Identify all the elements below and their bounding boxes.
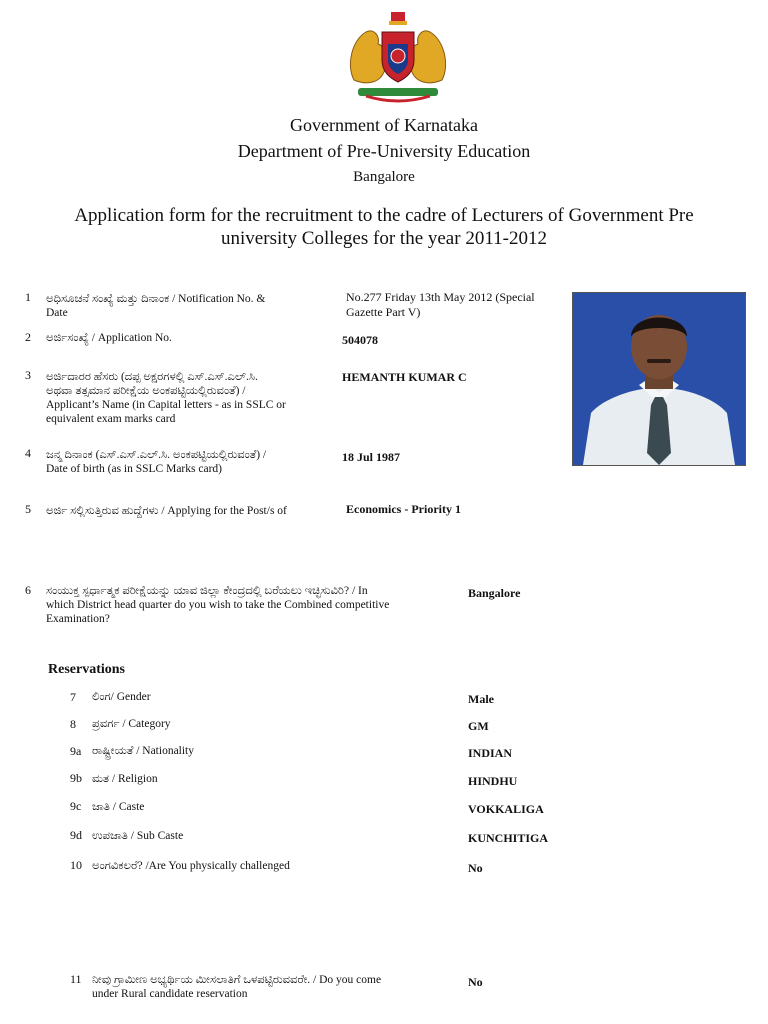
reservations-heading: Reservations [48, 662, 125, 677]
rural-label: ನೀವು ಗ್ರಾಮೀಣ ಅಭ್ಯರ್ಥಿಯ ಮೀಸಲಾತಿಗೆ ಒಳಪಟ್ಟಿರುವವರೇ. / Do you come under Rural candidate reservation [92, 974, 382, 1000]
applicant-photo [572, 292, 746, 466]
application-no-label: ಅರ್ಜಿಸಂಖ್ಯೆ / Application No. [46, 332, 172, 344]
dept-title: Department of Pre-University Education [237, 141, 531, 161]
city-title: Bangalore [353, 169, 415, 185]
dob-value: 18 Jul 1987 [342, 450, 401, 464]
application-no-value: 504078 [342, 333, 378, 347]
applicant-name-value: HEMANTH KUMAR C [342, 370, 467, 384]
post-value: Economics - Priority 1 [346, 502, 461, 516]
field-number: 4 [25, 446, 31, 460]
sub-caste-label: ಉಪಜಾತಿ / Sub Caste [92, 830, 184, 842]
field-number: 6 [25, 583, 31, 597]
religion-value: HINDHU [468, 774, 518, 788]
field-number: 8 [70, 717, 76, 731]
district-value: Bangalore [468, 586, 521, 600]
field-number: 10 [70, 858, 82, 872]
field-number: 2 [25, 330, 31, 344]
field-number: 9a [70, 744, 82, 758]
gender-value: Male [468, 692, 494, 706]
post-label: ಅರ್ಜಿ ಸಲ್ಲಿಸುತ್ತಿರುವ ಹುದ್ದೆಗಳು / Applying for the Post/s of [46, 505, 287, 517]
gender-label: ಲಿಂಗ/ Gender [92, 691, 151, 703]
category-value: GM [468, 719, 489, 733]
gov-title: Government of Karnataka [290, 115, 478, 135]
caste-value: VOKKALIGA [468, 802, 544, 816]
rural-value: No [468, 975, 483, 989]
physically-challenged-label: ಅಂಗವಿಕಲರೆ? /Are You physically challenged [92, 860, 290, 872]
notification-value: No.277 Friday 13th May 2012 (Special Gazette Part V) [346, 290, 535, 319]
field-number: 9d [70, 828, 82, 842]
category-label: ಪ್ರವರ್ಗ / Category [92, 718, 171, 730]
notification-label: ಅಧಿಸೂಚನೆ ಸಂಖ್ಯೆ ಮತ್ತು ದಿನಾಂಕ / Notification No. & Date [46, 293, 266, 319]
karnataka-emblem-icon [344, 10, 452, 104]
field-number: 3 [25, 368, 31, 382]
field-number: 7 [70, 690, 76, 704]
nationality-label: ರಾಷ್ಟ್ರೀಯತೆ / Nationality [92, 745, 195, 757]
field-number: 11 [70, 972, 82, 986]
sub-caste-value: KUNCHITIGA [468, 831, 549, 845]
dob-label: ಜನ್ಮ ದಿನಾಂಕ (ಎಸ್.ಎಸ್.ಎಲ್.ಸಿ. ಅಂಕಪಟ್ಟಿಯಲ್ಲಿರುವಂತೆ) / Date of birth (as in SSLC Marks card) [46, 449, 267, 475]
nationality-value: INDIAN [468, 746, 513, 760]
district-label: ಸಂಯುಕ್ತ ಸ್ಪರ್ಧಾತ್ಮಕ ಪರೀಕ್ಷೆಯನ್ನು ಯಾವ ಜಿಲ್ಲಾ ಕೇಂದ್ರದಲ್ಲಿ ಬರೆಯಲು ಇಚ್ಛಿಸುವಿರಿ? / In which District head quarter do you wish to take the Combined competitive Examination? [46, 585, 390, 625]
field-number: 9c [70, 799, 82, 813]
field-number: 9b [70, 771, 82, 785]
field-number: 5 [25, 502, 31, 516]
caste-label: ಜಾತಿ / Caste [92, 801, 145, 813]
religion-label: ಮತ / Religion [92, 773, 158, 785]
form-title: Application form for the recruitment to the cadre of Lecturers of Government Pre university Colleges for the year 2011-2012 [74, 205, 694, 249]
applicant-name-label: ಅರ್ಜಿದಾರರ ಹೆಸರು (ದಪ್ಪ ಅಕ್ಷರಗಳಲ್ಲಿ ಎಸ್.ಎಸ್.ಎಲ್.ಸಿ. ಅಥವಾ ತತ್ಸಮಾನ ಪರೀಕ್ಷೆಯ ಅಂಕಪಟ್ಟಿಯಲ್ಲಿರುವಂತೆ) / Applicant’s Name (in Capital letters - as in SSLC or equivalent exam marks card [46, 371, 286, 425]
field-number: 1 [25, 290, 31, 304]
physically-challenged-value: No [468, 861, 483, 875]
